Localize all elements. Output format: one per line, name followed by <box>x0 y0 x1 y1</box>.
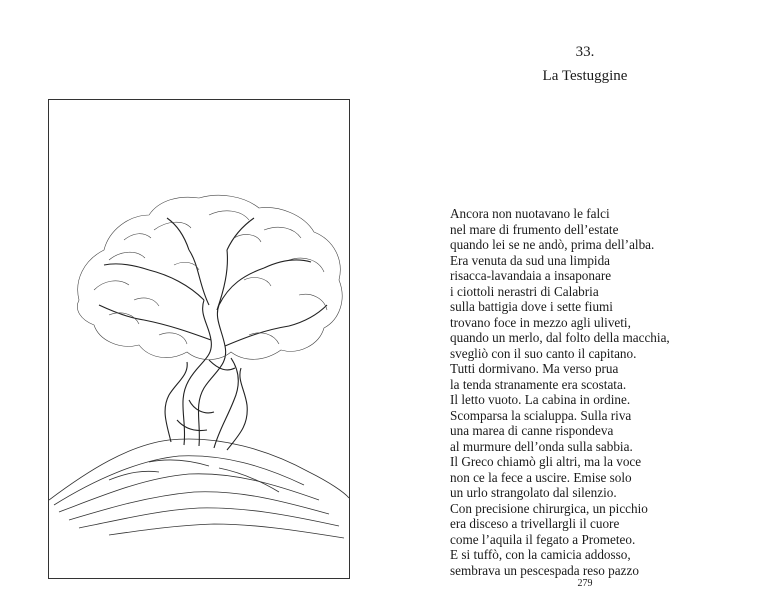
poem-line: Tutti dormivano. Ma verso prua <box>450 361 619 376</box>
poem-line: non ce la fece a uscire. Emise solo <box>450 469 632 485</box>
poem-line: al murmure dell’onda sulla sabbia. <box>450 438 633 454</box>
olive-tree-illustration <box>49 100 349 578</box>
poem-line: Scomparsa la scialuppa. Sulla riva <box>450 407 632 423</box>
poem-line: quando lei se ne andò, prima dell’alba. <box>450 237 655 252</box>
hill-ground <box>49 439 349 538</box>
chapter-title: La Testuggine <box>542 68 628 84</box>
poem-line: sulla battigia dove i sette fiumi <box>450 299 613 314</box>
poem-line: una marea di canne rispondeva <box>450 423 614 438</box>
poem-line: svegliò con il suo canto il capitano. <box>450 345 637 361</box>
tree-trunk <box>99 218 327 450</box>
poem-line: E si tuffò, con la camicia addosso, <box>450 547 631 562</box>
chapter-number: 33. <box>575 44 595 60</box>
illustration-frame <box>48 99 350 579</box>
poem-line: sembrava un pescespada reso pazzo <box>450 562 639 578</box>
poem-line: nel mare di frumento dell’estate <box>450 221 619 237</box>
poem-line: i ciottoli nerastri di Calabria <box>450 283 599 299</box>
poem-line: Il Greco chiamò gli altri, ma la voce <box>450 454 642 469</box>
poem-line: trovano foce in mezzo agli uliveti, <box>450 314 631 330</box>
poem-line: Era venuta da sud una limpida <box>450 252 611 268</box>
page-number: 279 <box>577 578 593 589</box>
poem-line: un urlo strangolato dal silenzio. <box>450 485 617 500</box>
poem-line: Con precisione chirurgica, un picchio <box>450 500 648 516</box>
poem-line: quando un merlo, dal folto della macchia, <box>450 330 670 345</box>
poem-line: come l’aquila il fegato a Prometeo. <box>450 531 636 547</box>
poem-text <box>450 206 750 578</box>
poem-line: era disceso a trivellargli il cuore <box>450 516 620 531</box>
poem-line: Il letto vuoto. La cabina in ordine. <box>450 392 631 407</box>
poem-line: risacca-lavandaia a insaponare <box>450 268 612 283</box>
poem-line: Ancora non nuotavano le falci <box>450 206 610 221</box>
poem-line: la tenda stranamente era scostata. <box>450 376 627 392</box>
